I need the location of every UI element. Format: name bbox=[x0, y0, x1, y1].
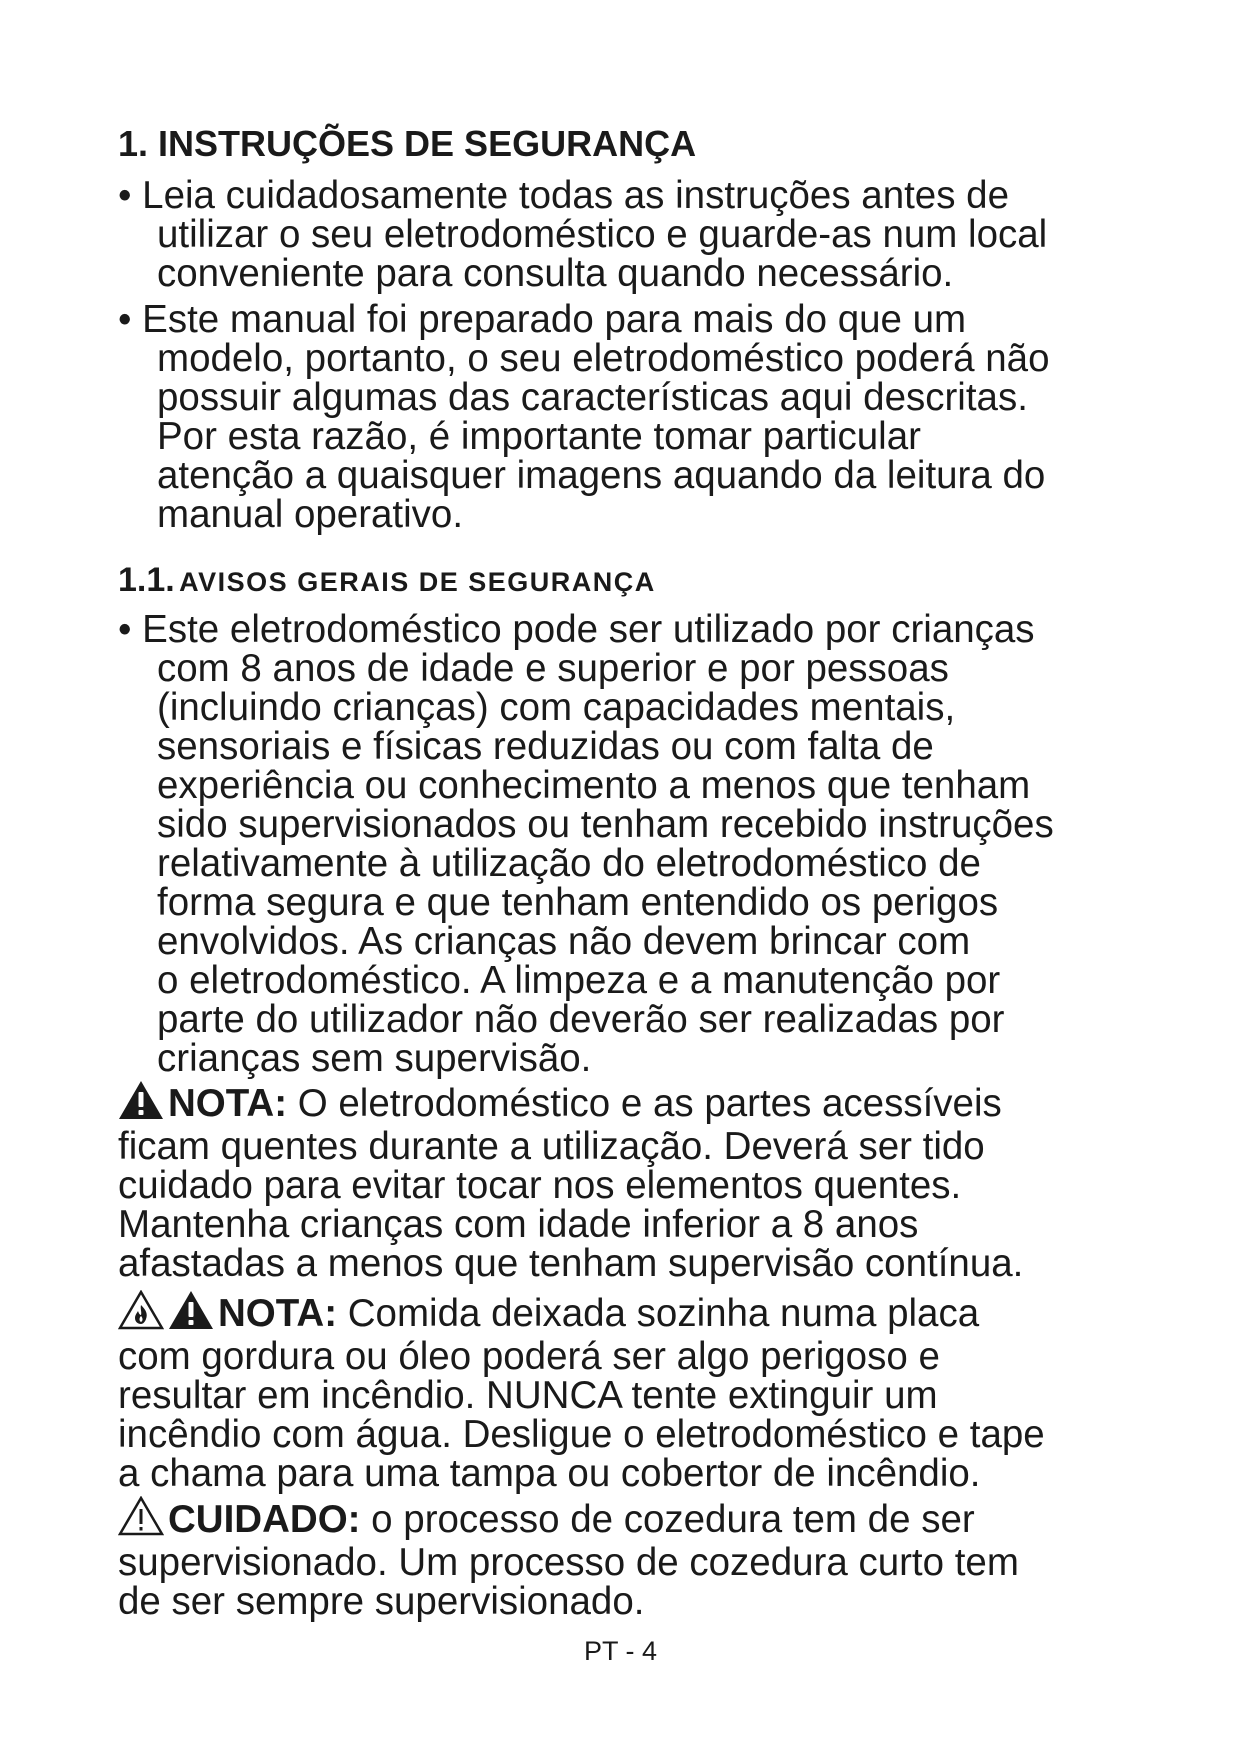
bullet-line: forma segura e que tenham entendido os perigos bbox=[157, 881, 999, 924]
note-line: supervisionado. Um processo de cozedura curto tem bbox=[118, 1541, 1019, 1584]
bullet-line: sido supervisionados ou tenham recebido instruções bbox=[157, 803, 1054, 846]
note-line: de ser sempre supervisionado. bbox=[118, 1580, 645, 1623]
bullet-line: relativamente à utilização do eletrodoméstico de bbox=[157, 842, 981, 885]
bullet-line: atenção a quaisquer imagens aquando da leitura do bbox=[157, 454, 1046, 497]
note-line: afastadas a menos que tenham supervisão contínua. bbox=[118, 1242, 1024, 1285]
note-fire-hazard bbox=[118, 1290, 1138, 1493]
bullet-line: o eletrodoméstico. A limpeza e a manutenção por bbox=[157, 959, 1001, 1002]
note-label: NOTA: bbox=[168, 1082, 288, 1125]
note-line: incêndio com água. Desligue o eletrodoméstico e tape bbox=[118, 1413, 1045, 1456]
page-number: PT - 4 bbox=[583, 1636, 658, 1666]
note-hot-parts bbox=[118, 1080, 1138, 1283]
bullet-line: possuir algumas das características aqui descritas. bbox=[157, 376, 1028, 419]
note-line: Mantenha crianças com idade inferior a 8 anos bbox=[118, 1203, 919, 1246]
bullet-line: Por esta razão, é importante tomar particular bbox=[157, 415, 921, 458]
caution-supervision bbox=[118, 1496, 1138, 1621]
bullet-line: (incluindo crianças) com capacidades mentais, bbox=[157, 686, 956, 729]
bullet-line: parte do utilizador não deverão ser realizadas por bbox=[157, 998, 1005, 1041]
bullet-line: crianças sem supervisão. bbox=[157, 1037, 592, 1080]
warning-outline-icon bbox=[118, 1496, 164, 1543]
note-line: a chama para uma tampa ou cobertor de incêndio. bbox=[118, 1452, 981, 1495]
section-title: 1. INSTRUÇÕES DE SEGURANÇA bbox=[118, 123, 697, 164]
bullet-line: envolvidos. As crianças não devem brincar com bbox=[157, 920, 971, 963]
note-text: Comida deixada sozinha numa placa bbox=[337, 1292, 980, 1335]
bullet-line: com 8 anos de idade e superior e por pessoas bbox=[157, 647, 949, 690]
note-first-line bbox=[118, 1080, 1138, 1127]
bullet-read-instructions bbox=[118, 176, 1138, 293]
warning-filled-icon bbox=[168, 1290, 214, 1337]
bullet-line: • Este eletrodoméstico pode ser utilizado por crianças bbox=[118, 608, 1035, 651]
note-line: com gordura ou óleo poderá ser algo perigoso e bbox=[118, 1335, 940, 1378]
bullet-line: conveniente para consulta quando necessário. bbox=[157, 252, 954, 295]
bullet-line: utilizar o seu eletrodoméstico e guarde-as num local bbox=[157, 213, 1048, 256]
note-line: ficam quentes durante a utilização. Deverá ser tido bbox=[118, 1125, 985, 1168]
bullet-line: manual operativo. bbox=[157, 493, 464, 536]
note-text: O eletrodoméstico e as partes acessíveis bbox=[287, 1082, 1002, 1125]
note-line: resultar em incêndio. NUNCA tente extinguir um bbox=[118, 1374, 938, 1417]
note-text: o processo de cozedura tem de ser bbox=[360, 1498, 975, 1541]
caution-label: CUIDADO: bbox=[168, 1498, 361, 1541]
fire-warning-icon bbox=[118, 1290, 164, 1337]
note-line: cuidado para evitar tocar nos elementos quentes. bbox=[118, 1164, 962, 1207]
subsection-number: 1.1. bbox=[118, 561, 175, 599]
bullet-line: • Este manual foi preparado para mais do que um bbox=[118, 298, 967, 341]
warning-filled-icon bbox=[118, 1080, 164, 1127]
bullet-children-use bbox=[118, 610, 1138, 1078]
bullet-line: sensoriais e físicas reduzidas ou com falta de bbox=[157, 725, 934, 768]
bullet-line: experiência ou conhecimento a menos que tenham bbox=[157, 764, 1031, 807]
subsection-label: AVISOS GERAIS DE SEGURANÇA bbox=[179, 567, 656, 597]
note-label: NOTA: bbox=[218, 1292, 338, 1335]
subsection-title bbox=[118, 560, 656, 607]
note-first-line bbox=[118, 1496, 1138, 1543]
note-first-line bbox=[118, 1290, 1138, 1337]
bullet-line: modelo, portanto, o seu eletrodoméstico poderá não bbox=[157, 337, 1050, 380]
bullet-manual-models bbox=[118, 300, 1138, 534]
bullet-line: • Leia cuidadosamente todas as instruções antes de bbox=[118, 174, 1009, 217]
